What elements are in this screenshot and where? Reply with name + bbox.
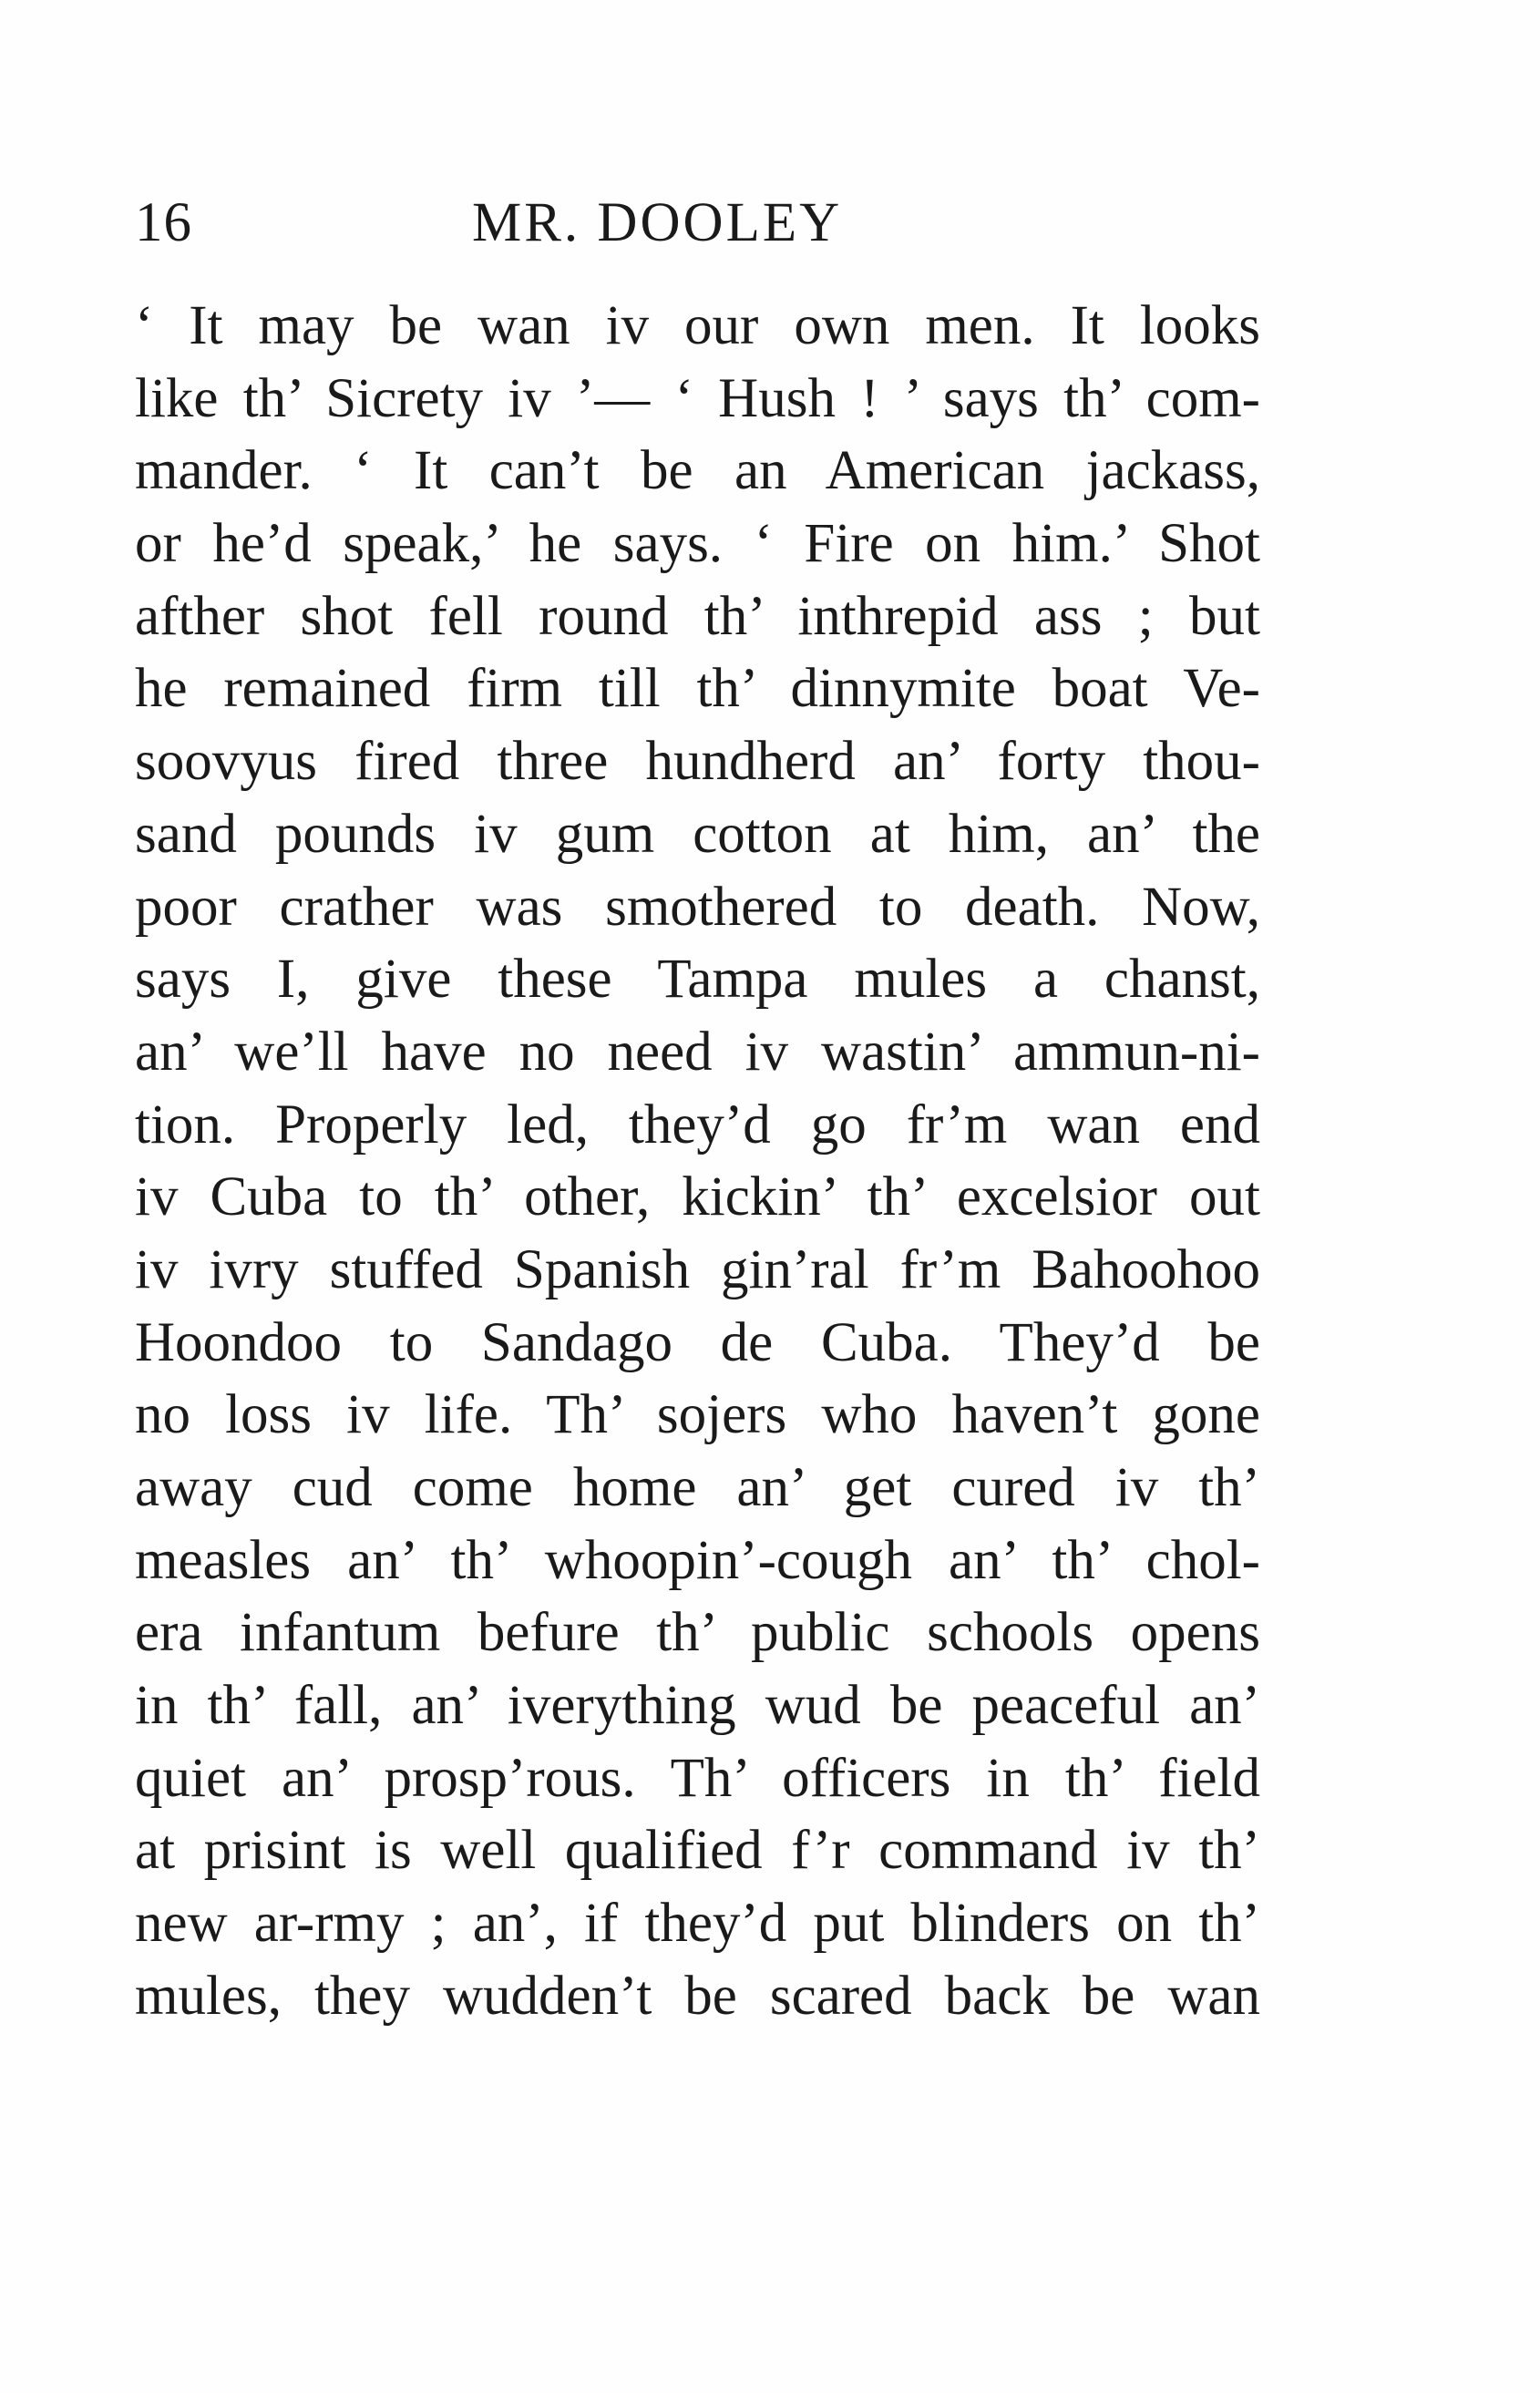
text-line: quiet an’ prosp’rous. Th’ officers in th’ field (135, 1747, 1260, 1809)
page-number: 16 (135, 192, 192, 253)
text-line: at prisint is well qualified f’r command iv th’ (135, 1820, 1260, 1882)
text-line: Hoondoo to Sandago de Cuba. They’d be (135, 1311, 1260, 1373)
running-head (135, 187, 1274, 260)
text-line: era infantum befure th’ public schools opens (135, 1602, 1260, 1664)
text-line: in th’ fall, an’ iverything wud be peaceful an’ (135, 1675, 1260, 1737)
text-line: mules, they wudden’t be scared back be wan (135, 1965, 1260, 2027)
text-line: soovyus fired three hundherd an’ forty thou- (135, 731, 1260, 793)
text-line: afther shot fell round th’ inthrepid ass ; but (135, 585, 1260, 647)
running-title: MR. DOOLEY (472, 192, 843, 253)
text-line: sand pounds iv gum cotton at him, an’ the (135, 803, 1260, 865)
text-line: tion. Properly led, they’d go fr’m wan end (135, 1094, 1260, 1155)
text-line: iv ivry stuffed Spanish gin’ral fr’m Bahoohoo (135, 1238, 1260, 1300)
text-line: measles an’ th’ whoopin’-cough an’ th’ chol- (135, 1529, 1260, 1591)
text-line: or he’d speak,’ he says. ‘ Fire on him.’ Shot (135, 513, 1260, 575)
text-line: away cud come home an’ get cured iv th’ (135, 1457, 1260, 1518)
text-line: like th’ Sicrety iv ’— ‘ Hush ! ’ says th’ com- (135, 367, 1260, 429)
text-line: says I, give these Tampa mules a chanst, (135, 949, 1260, 1011)
text-line: an’ we’ll have no need iv wastin’ ammun-ni- (135, 1021, 1260, 1083)
text-line: ‘ It may be wan iv our own men. It looks (135, 295, 1260, 356)
text-line: iv Cuba to th’ other, kickin’ th’ excelsior out (135, 1166, 1260, 1228)
text-line: no loss iv life. Th’ sojers who haven’t gone (135, 1384, 1260, 1446)
text-line: poor crather was smothered to death. Now, (135, 876, 1260, 938)
body-text (135, 290, 1260, 2033)
text-line: new ar-rmy ; an’, if they’d put blinders on th’ (135, 1893, 1260, 1955)
text-line: mander. ‘ It can’t be an American jackass, (135, 440, 1260, 502)
text-line: he remained firm till th’ dinnymite boat Ve- (135, 658, 1260, 720)
